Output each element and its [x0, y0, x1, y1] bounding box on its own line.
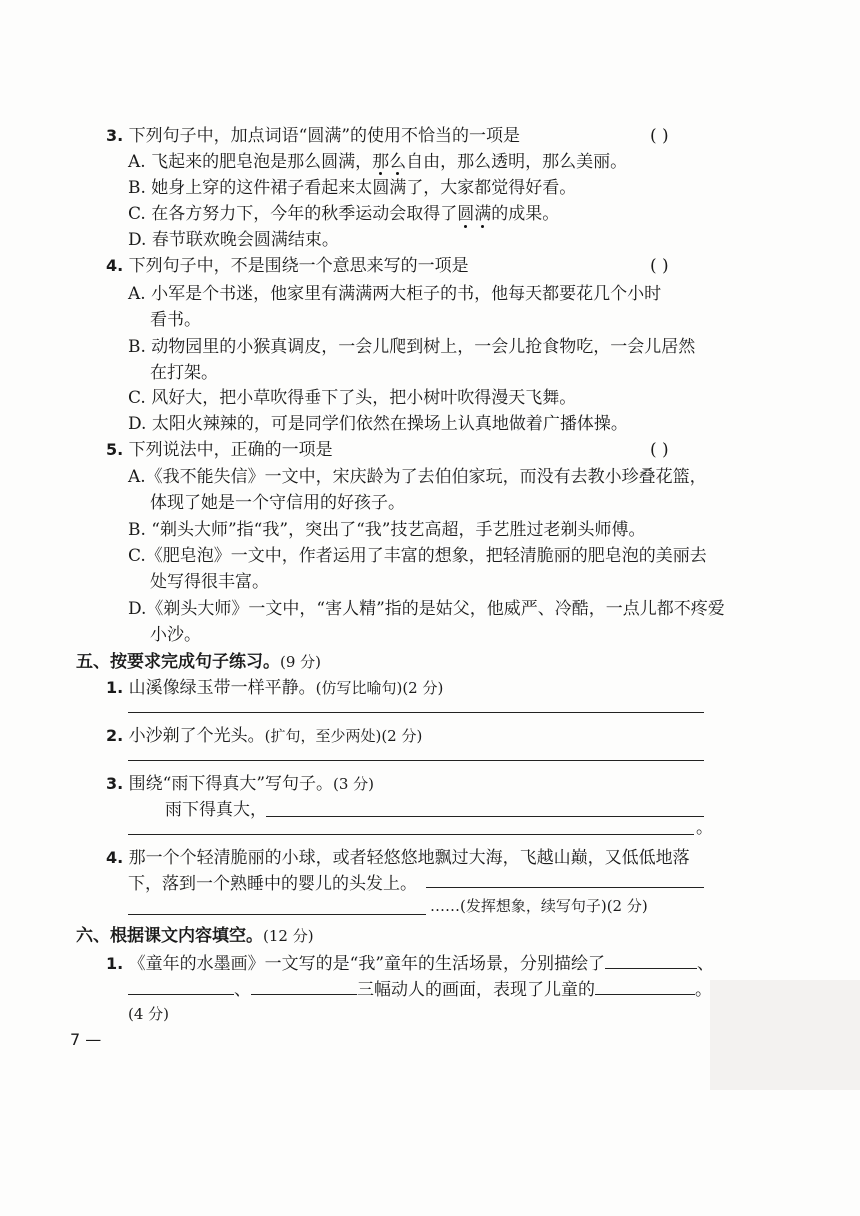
q5-option-a-line1: A.《我不能失信》一文中，宋庆龄为了去伯伯家玩，而没有去教小珍叠花篮，: [128, 467, 707, 487]
s6-blank-2[interactable]: [128, 978, 234, 995]
q4-option-b-line2: 在打架。: [150, 363, 218, 383]
q5-option-a-line2: 体现了她是一个守信用的好孩子。: [150, 493, 405, 513]
s6-item1-line2: [128, 978, 712, 1000]
s6-item1-text1: 《童年的水墨画》一文写的是“我”童年的生活场景，分别描绘了: [128, 954, 606, 974]
s6-blank-3[interactable]: [251, 978, 357, 995]
q3-number: 3.: [106, 126, 124, 145]
q4-option-b-line1: B. 动物园里的小猴真调皮，一会儿爬到树上，一会儿抢食物吃，一会儿居然: [128, 337, 696, 357]
q4-option-a-line1: A. 小军是个书迷，他家里有满满两大柜子的书，他每天都要花几个小时: [128, 284, 662, 304]
s6-item1-score: (4 分): [128, 1005, 170, 1023]
q3-option-c-dotted-word: 圆满: [457, 204, 491, 224]
section-5-score: (9 分): [280, 653, 322, 671]
s5-item1-number: 1.: [106, 678, 124, 697]
s6-blank-1[interactable]: [605, 952, 697, 969]
section-6-heading: [76, 926, 314, 946]
q3-option-b-post: 了，大家都觉得好看。: [406, 178, 577, 198]
q3-option-a: A. 飞起来的肥皂泡是那么圆满，那么自由，那么透明，那么美丽。: [128, 152, 628, 172]
s6-blank-4[interactable]: [595, 978, 695, 995]
s5-item3-number: 3.: [106, 774, 124, 793]
q3-option-b-pre: B. 她身上穿的这件裙子看起来太: [128, 178, 373, 198]
s5-item3-note: (3 分): [333, 775, 375, 793]
q3-option-d: D. 春节联欢晚会圆满结束。: [128, 230, 339, 250]
q3-option-c-pre: C. 在各方努力下，今年的秋季运动会取得了: [128, 204, 458, 224]
s6-item1-end: 。: [695, 980, 712, 1000]
q3-option-b-dotted-word: 圆满: [372, 178, 406, 198]
s6-item1-number: 1.: [106, 954, 124, 973]
s5-item3: [106, 774, 374, 794]
q3-option-b: [128, 178, 576, 198]
q4-stem: [106, 256, 469, 276]
s5-item2-text: 小沙剃了个光头。: [128, 726, 265, 746]
s5-item4-line1: [106, 848, 690, 868]
s6-sep-1: 、: [697, 954, 715, 974]
q3-option-c-post: 的成果。: [491, 204, 560, 224]
s5-item4-text1: 那一个个轻清脆丽的小球，或者轻悠悠地飘过大海，飞越山巅，又低低地落: [128, 848, 690, 868]
s5-item4-number: 4.: [106, 848, 124, 867]
page-number: 7 —: [70, 1030, 102, 1049]
section-5-heading: [76, 652, 321, 672]
s5-item4-answer-line1[interactable]: [426, 887, 704, 888]
s5-item2: [106, 726, 422, 746]
q4-option-d: D. 太阳火辣辣的，可是同学们依然在操场上认真地做着广播体操。: [128, 414, 628, 434]
paper-stain: [710, 980, 860, 1090]
s5-item2-number: 2.: [106, 726, 124, 745]
s5-item4-text2: 下，落到一个熟睡中的婴儿的头发上。: [128, 874, 417, 894]
q4-stem-text: 下列句子中，不是围绕一个意思来写的一项是: [128, 256, 469, 276]
s5-item4-tail: ……(发挥想象，续写句子)(2 分): [430, 897, 648, 915]
q4-option-a-line2: 看书。: [150, 310, 201, 330]
s5-item3-lead: 雨下得真大，: [165, 800, 267, 820]
s5-item4-answer-line2[interactable]: [128, 914, 426, 915]
q3-option-c: [128, 204, 559, 224]
q5-answer-paren[interactable]: ( ): [650, 440, 669, 460]
q3-stem-text: 下列句子中，加点词语“圆满”的使用不恰当的一项是: [128, 126, 521, 146]
s5-item3-end-mark: 。: [696, 818, 713, 838]
s5-item2-answer-line[interactable]: [128, 760, 704, 761]
q5-option-c-line1: C.《肥皂泡》一文中，作者运用了丰富的想象，把轻清脆丽的肥皂泡的美丽去: [128, 546, 707, 566]
s5-item1-answer-line[interactable]: [128, 712, 704, 713]
s5-item1: [106, 678, 443, 698]
q3-answer-paren[interactable]: ( ): [650, 126, 669, 146]
s5-item3-answer-line1[interactable]: [266, 816, 704, 817]
s5-item1-text: 山溪像绿玉带一样平静。: [128, 678, 316, 698]
q5-stem: [106, 440, 333, 460]
q4-option-c: C. 风好大，把小草吹得垂下了头，把小树叶吹得漫天飞舞。: [128, 388, 577, 408]
q4-answer-paren[interactable]: ( ): [650, 256, 669, 276]
q5-stem-text: 下列说法中，正确的一项是: [128, 440, 333, 460]
s6-item1-line1: [106, 952, 714, 974]
s6-sep-2: 、: [234, 980, 251, 1000]
q5-option-c-line2: 处写得很丰富。: [150, 572, 269, 592]
q5-option-b: B. “剃头大师”指“我”，突出了“我”技艺高超，手艺胜过老剃头师傅。: [128, 520, 646, 540]
section-6-score: (12 分): [263, 927, 314, 945]
q5-number: 5.: [106, 440, 124, 459]
section-5-title: 五、按要求完成句子练习。: [76, 652, 280, 672]
s5-item3-text: 围绕“雨下得真大”写句子。: [128, 774, 334, 794]
q5-option-d-line1: D.《剃头大师》一文中，“害人精”指的是姑父，他威严、冷酷，一点儿都不疼爱: [128, 599, 725, 619]
s5-item3-answer-line2[interactable]: [128, 834, 694, 835]
s5-item2-note: (扩句，至少两处)(2 分): [264, 727, 423, 745]
s6-item1-mid: 三幅动人的画面，表现了儿童的: [357, 980, 595, 1000]
q5-option-d-line2: 小沙。: [150, 625, 201, 645]
s5-item1-note: (仿写比喻句)(2 分): [315, 679, 444, 697]
section-6-title: 六、根据课文内容填空。: [76, 926, 263, 946]
q4-number: 4.: [106, 256, 124, 275]
q3-stem: [106, 126, 520, 146]
